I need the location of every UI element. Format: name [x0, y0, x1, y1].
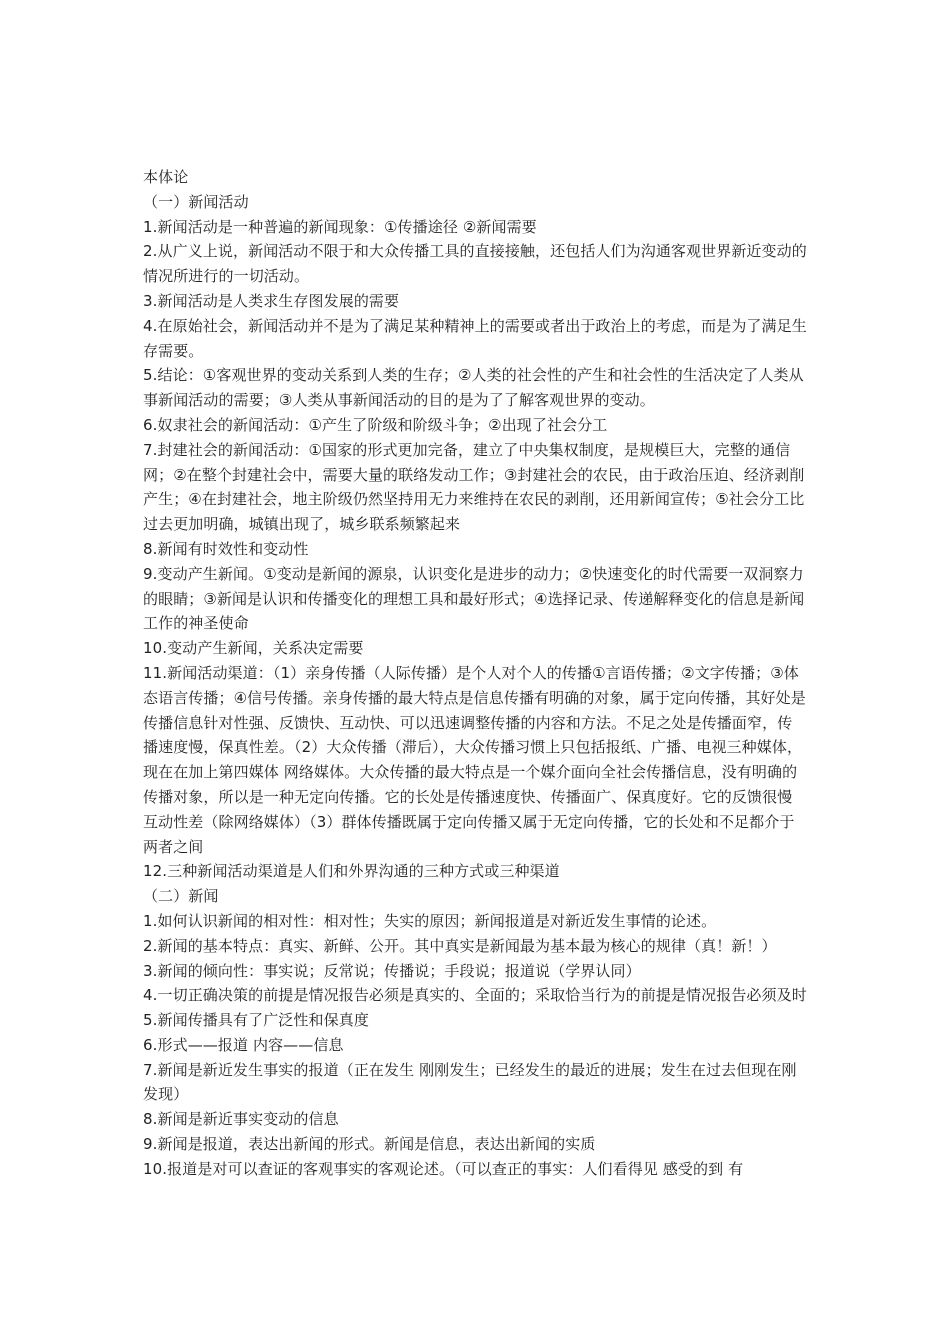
paragraph: 9.变动产生新闻。①变动是新闻的源泉，认识变化是进步的动力；②快速变化的时代需要一双洞察力的眼睛；③新闻是认识和传播变化的理想工具和最好形式；④选择记录、传递解释变化的信息是新闻工作的神圣使命	[143, 564, 805, 633]
document-title: 本体论	[143, 168, 189, 186]
paragraph: 7.封建社会的新闻活动：①国家的形式更加完备，建立了中央集权制度，是规模巨大，完整的通信网；②在整个封建社会中，需要大量的联络发动工作；③封建社会的农民，由于政治压迫、经济剥削产生；④在封建社会，地主阶级仍然坚持用无力来维持在农民的剥削，还用新闻宣传；⑤社会分工比过去更加明确，城镇出现了，城乡联系频繁起来	[143, 440, 805, 534]
paragraph: 8.新闻有时效性和变动性	[143, 539, 309, 558]
paragraph: 6.奴隶社会的新闻活动：①产生了阶级和阶级斗争；②出现了社会分工	[143, 415, 608, 434]
paragraph: 8.新闻是新近事实变动的信息	[143, 1110, 339, 1129]
section-heading-news-activity: （一）新闻活动	[143, 192, 249, 211]
paragraph: 10.变动产生新闻，关系决定需要	[143, 639, 364, 658]
paragraph: 1.新闻活动是一种普遍的新闻现象：①传播途径 ②新闻需要	[143, 217, 537, 236]
section-heading-news: （二）新闻	[143, 887, 219, 906]
paragraph: 3.新闻活动是人类求生存图发展的需要	[143, 291, 400, 310]
document-body	[143, 165, 807, 1182]
paragraph: 4.一切正确决策的前提是情况报告必须是真实的、全面的；采取恰当行为的前提是情况报告必须及时	[143, 986, 807, 1005]
paragraph: 9.新闻是报道，表达出新闻的形式。新闻是信息，表达出新闻的实质	[143, 1135, 596, 1154]
paragraph: 1.如何认识新闻的相对性：相对性；失实的原因；新闻报道是对新近发生事情的论述。	[143, 911, 717, 930]
paragraph: 7.新闻是新近发生事实的报道（正在发生 刚刚发生；已经发生的最近的进展；发生在过去但现在刚发现）	[143, 1060, 797, 1104]
paragraph: 2.从广义上说，新闻活动不限于和大众传播工具的直接接触，还包括人们为沟通客观世界新近变动的情况所进行的一切活动。	[143, 242, 807, 286]
paragraph: 5.结论：①客观世界的变动关系到人类的生存；②人类的社会性的产生和社会性的生活决定了人类从事新闻活动的需要；③人类从事新闻活动的目的是为了了解客观世界的变动。	[143, 366, 804, 410]
paragraph: 4.在原始社会，新闻活动并不是为了满足某种精神上的需要或者出于政治上的考虑，而是为了满足生存需要。	[143, 316, 807, 360]
paragraph: 11.新闻活动渠道：（1）亲身传播（人际传播）是个人对个人的传播①言语传播；②文字传播；③体态语言传播；④信号传播。亲身传播的最大特点是信息传播有明确的对象，属于定向传播，其好处是传播信息针对性强、反馈快、互动快、可以迅速调整传播的内容和方法。不足之处是传播面窄，传播速度慢，保真性差。（2）大众传播（滞后），大众传播习惯上只包括报纸、广播、电视三种媒体，现在在加上第四媒体 网络媒体。大众传播的最大特点是一个媒介面向全社会传播信息，没有明确的传播对象，所以是一种无定向传播。它的长处是传播速度快、传播面广、保真度好。它的反馈很慢互动性差（除网络媒体）（3）群体传播既属于定向传播又属于无定向传播，它的长处和不足都介于两者之间	[143, 663, 806, 856]
paragraph: 5.新闻传播具有了广泛性和保真度	[143, 1011, 369, 1030]
paragraph: 6.形式——报道 内容——信息	[143, 1035, 344, 1054]
paragraph: 10.报道是对可以查证的客观事实的客观论述。（可以查正的事实：人们看得见 感受的到 有	[143, 1159, 744, 1178]
paragraph: 2.新闻的基本特点：真实、新鲜、公开。其中真实是新闻最为基本最为核心的规律（真！新！）	[143, 936, 777, 955]
paragraph: 3.新闻的倾向性：事实说；反常说；传播说；手段说；报道说（学界认同）	[143, 961, 641, 980]
paragraph: 12.三种新闻活动渠道是人们和外界沟通的三种方式或三种渠道	[143, 862, 560, 881]
